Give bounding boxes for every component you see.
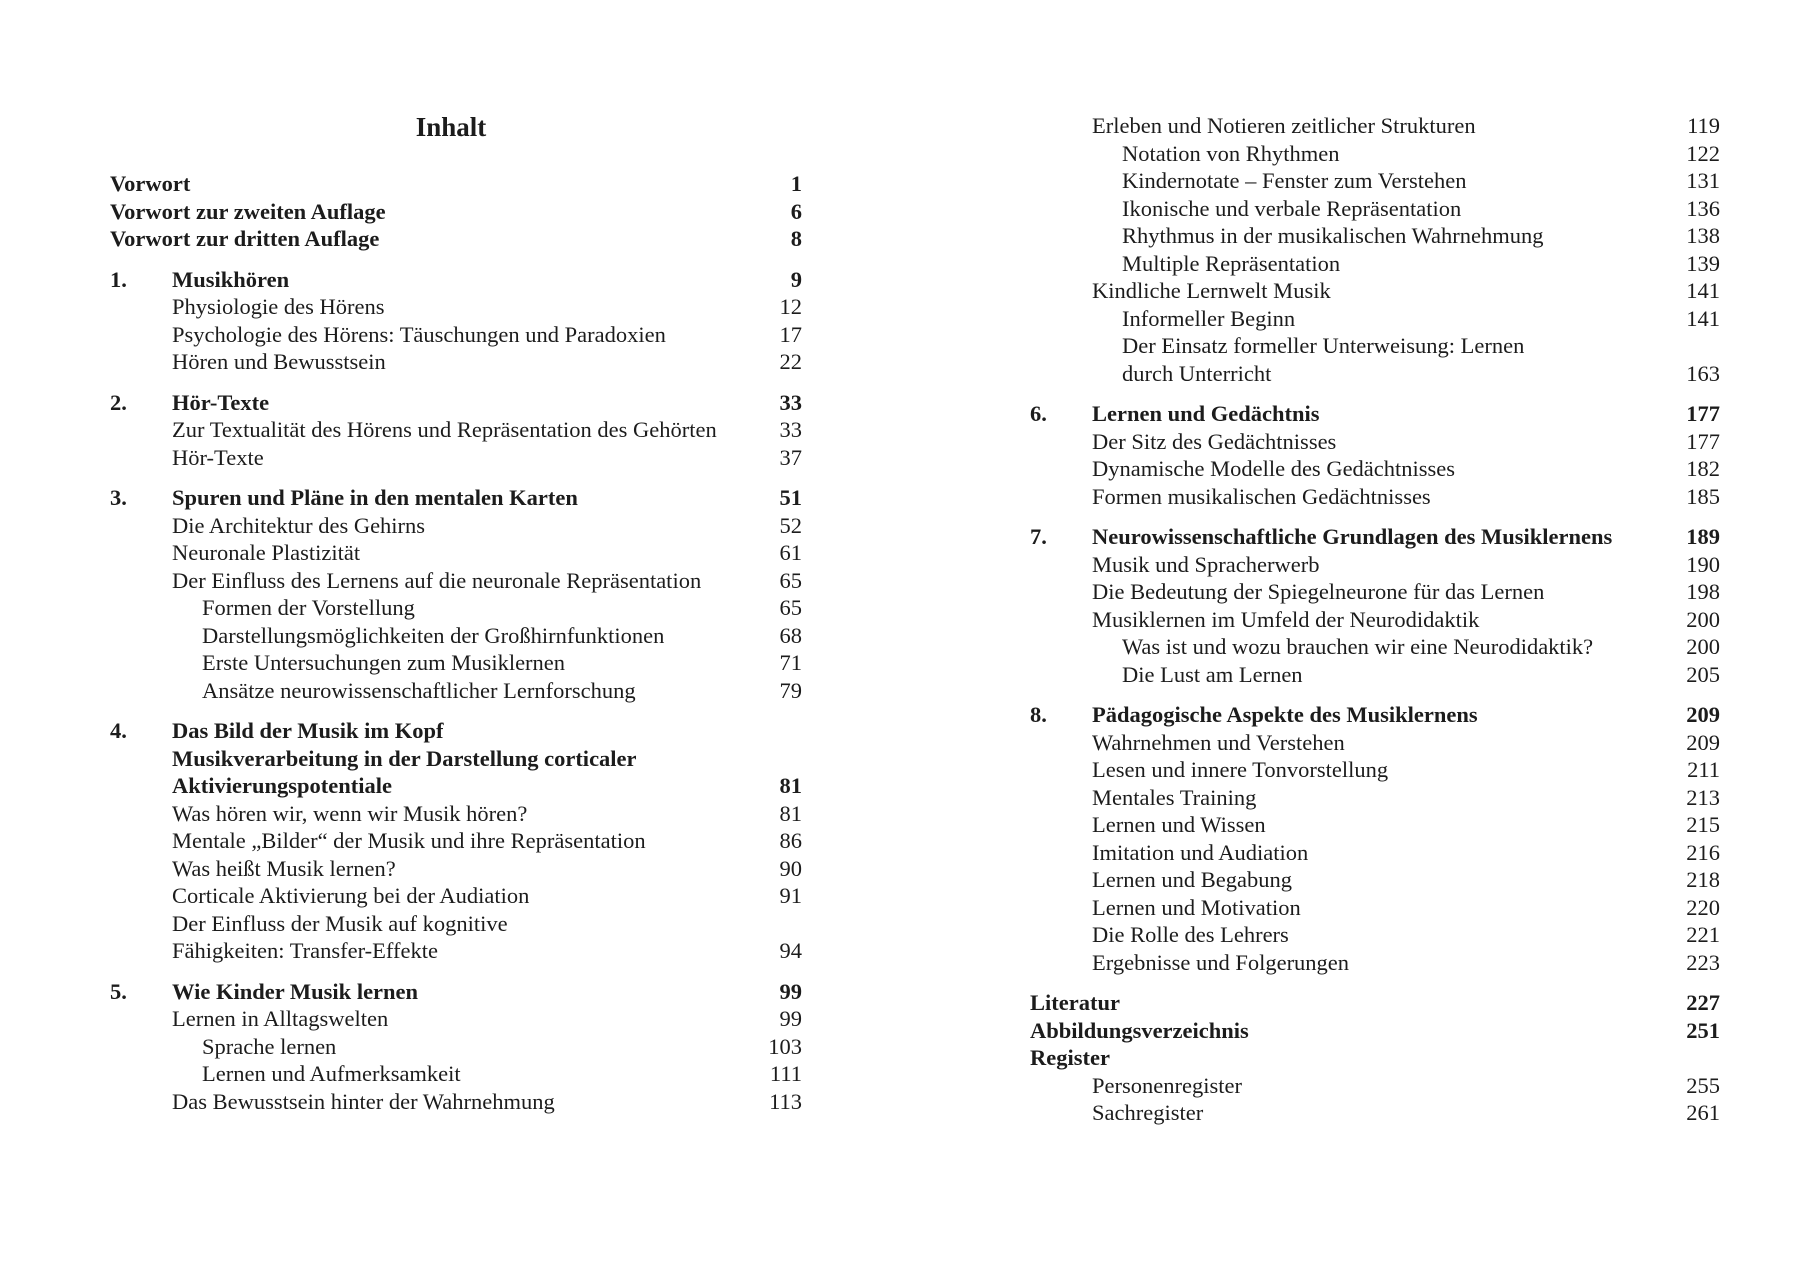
toc-entry (110, 622, 802, 650)
toc-entry (110, 539, 802, 567)
entry-title: Hör-Texte (172, 444, 264, 470)
page-number: 122 (1686, 140, 1720, 166)
page-number: 209 (1686, 702, 1720, 727)
toc-entry (1030, 305, 1720, 333)
entry-title: Rhythmus in der musikalischen Wahrnehmung (1122, 223, 1544, 248)
toc-entry (110, 416, 802, 444)
entry-title: Imitation und Audiation (1092, 839, 1309, 865)
page-number: 220 (1686, 894, 1720, 920)
toc-entry (1030, 250, 1720, 278)
entry-title: Der Sitz des Gedächtnisses (1092, 428, 1337, 454)
page-number: 209 (1686, 729, 1720, 755)
toc-entry (110, 1088, 802, 1116)
toc-entry (1030, 523, 1720, 551)
entry-title: Die Bedeutung der Spiegelneurone für das Lernen (1092, 579, 1545, 604)
page-number: 8 (790, 226, 802, 251)
entry-title: Vorwort zur zweiten Auflage (110, 198, 386, 224)
toc-entry (1030, 140, 1720, 168)
toc-entry (110, 389, 802, 417)
entry-title: Personenregister (1092, 1072, 1242, 1098)
toc-entry (1030, 949, 1720, 977)
toc-entry (110, 937, 802, 965)
entry-title: Musikhören (172, 266, 290, 292)
toc-entry (110, 649, 802, 677)
toc-entry (1030, 167, 1720, 195)
toc-entry (110, 1060, 802, 1088)
toc-entry (1030, 222, 1720, 250)
page-number: 261 (1686, 1100, 1720, 1125)
page-number: 113 (769, 1088, 802, 1114)
entry-title: Die Rolle des Lehrers (1092, 922, 1289, 947)
toc-entry (1030, 894, 1720, 922)
toc-entry (110, 677, 802, 705)
entry-title: Lernen und Aufmerksamkeit (202, 1061, 461, 1086)
entry-title: Physiologie des Hörens (172, 294, 385, 319)
entry-title: Ansätze neurowissenschaftlicher Lernforschung (202, 677, 636, 703)
page-number: 141 (1686, 278, 1720, 303)
chapter-number: 7. (1030, 524, 1047, 549)
entry-title: Formen musikalischen Gedächtnisses (1092, 483, 1431, 509)
chapter-number: 8. (1030, 702, 1047, 727)
entry-title: Multiple Repräsentation (1122, 250, 1341, 276)
page-number: 37 (779, 444, 802, 470)
toc-entry (1030, 839, 1720, 867)
page-number: 12 (779, 294, 802, 319)
toc-entry (1030, 360, 1720, 388)
entry-title: Pädagogische Aspekte des Musiklernens (1092, 702, 1478, 727)
toc-entry (1030, 866, 1720, 894)
entry-title: Lesen und innere Tonvorstellung (1092, 757, 1389, 782)
page-title: Inhalt (415, 112, 487, 142)
page-number: 119 (1687, 113, 1720, 138)
page-number: 213 (1686, 784, 1720, 810)
page-number: 138 (1686, 223, 1720, 248)
toc-entry (110, 978, 802, 1006)
entry-title: Musikverarbeitung in der Darstellung corticaler (172, 745, 637, 771)
entry-title: Vorwort zur dritten Auflage (110, 226, 380, 251)
toc-entry (110, 594, 802, 622)
toc-entry (1030, 277, 1720, 305)
page-number: 215 (1686, 812, 1720, 837)
page-number: 255 (1686, 1072, 1720, 1098)
page-number: 111 (769, 1061, 802, 1086)
toc-entry (110, 567, 802, 595)
toc-entry (1030, 661, 1720, 689)
page-number: 163 (1686, 360, 1720, 386)
toc-right-column (1030, 112, 1720, 1127)
page-number: 71 (779, 650, 802, 675)
toc-entry (110, 827, 802, 855)
entry-title: Was hören wir, wenn wir Musik hören? (172, 800, 528, 826)
page-number: 79 (779, 677, 802, 703)
entry-title: Literatur (1030, 990, 1120, 1015)
toc-entry (1030, 784, 1720, 812)
toc-entry (1030, 1072, 1720, 1100)
toc-entry (110, 800, 802, 828)
entry-title: Wie Kinder Musik lernen (172, 978, 419, 1004)
page-number: 68 (779, 622, 802, 648)
entry-title: Ikonische und verbale Repräsentation (1122, 195, 1462, 221)
toc-entry (1030, 483, 1720, 511)
toc-entry (110, 198, 802, 226)
entry-title: Fähigkeiten: Transfer-Effekte (172, 938, 438, 963)
toc-entry (1030, 921, 1720, 949)
toc-entry (110, 170, 802, 198)
page-number: 218 (1686, 867, 1720, 892)
toc-entry (110, 882, 802, 910)
toc-entry (110, 293, 802, 321)
toc-entry (1030, 701, 1720, 729)
toc-entry (110, 484, 802, 512)
entry-title: Das Bild der Musik im Kopf (172, 718, 444, 743)
toc-entry (110, 772, 802, 800)
page-number: 177 (1686, 401, 1720, 426)
entry-title: Das Bewusstsein hinter der Wahrnehmung (172, 1088, 555, 1114)
page-number: 9 (790, 266, 802, 292)
page-number: 221 (1686, 922, 1720, 947)
page-number: 17 (779, 321, 802, 347)
page-number: 131 (1686, 168, 1720, 193)
page-number: 86 (779, 828, 802, 853)
entry-title: Abbildungsverzeichnis (1030, 1017, 1249, 1043)
page-number: 185 (1686, 483, 1720, 509)
entry-title: Hören und Bewusstsein (172, 349, 386, 374)
entry-title: Sprache lernen (202, 1033, 337, 1059)
entry-title: Die Architektur des Gehirns (172, 512, 426, 538)
entry-title: Vorwort (110, 171, 191, 196)
page-number: 139 (1686, 250, 1720, 276)
page-number: 190 (1686, 551, 1720, 577)
chapter-number: 2. (110, 389, 127, 415)
entry-title: Lernen und Motivation (1092, 894, 1301, 920)
entry-title: Darstellungsmöglichkeiten der Großhirnfunktionen (202, 622, 665, 648)
toc-entry (1030, 756, 1720, 784)
page-number: 33 (779, 417, 802, 442)
toc-entry (1030, 1044, 1720, 1072)
toc-entry (1030, 400, 1720, 428)
toc-left-column (110, 170, 802, 1115)
chapter-number: 3. (110, 485, 127, 510)
toc-entry (1030, 989, 1720, 1017)
toc-entry (110, 855, 802, 883)
page-number: 227 (1686, 990, 1720, 1015)
page-number: 51 (779, 485, 802, 510)
entry-title: Kindliche Lernwelt Musik (1092, 278, 1331, 303)
page-number: 136 (1686, 195, 1720, 221)
toc-entry (110, 717, 802, 745)
entry-title: Neurowissenschaftliche Grundlagen des Musiklernens (1092, 524, 1613, 549)
entry-title: Zur Textualität des Hörens und Repräsentation des Gehörten (172, 417, 717, 442)
entry-title: durch Unterricht (1122, 360, 1272, 386)
chapter-number: 4. (110, 718, 127, 743)
page-number: 103 (768, 1033, 802, 1059)
page-number: 61 (779, 540, 802, 565)
entry-title: Neuronale Plastizität (172, 540, 361, 565)
toc-entry (1030, 633, 1720, 661)
page-number: 65 (779, 595, 802, 620)
entry-title: Musiklernen im Umfeld der Neurodidaktik (1092, 606, 1480, 632)
page-number: 177 (1686, 428, 1720, 454)
toc-entry (110, 1005, 802, 1033)
toc-entry (110, 225, 802, 253)
page-number: 91 (779, 883, 802, 908)
chapter-number: 6. (1030, 401, 1047, 426)
page-number: 223 (1686, 949, 1720, 975)
entry-title: Mentales Training (1092, 784, 1257, 810)
page-number: 6 (790, 198, 802, 224)
entry-title: Psychologie des Hörens: Täuschungen und Paradoxien (172, 321, 666, 347)
entry-title: Der Einsatz formeller Unterweisung: Lernen (1122, 333, 1525, 358)
entry-title: Sachregister (1092, 1100, 1204, 1125)
entry-title: Lernen und Begabung (1092, 867, 1292, 892)
page-number: 99 (779, 1006, 802, 1031)
page-number: 94 (779, 938, 802, 963)
page-number: 182 (1686, 456, 1720, 481)
toc-entry (1030, 606, 1720, 634)
toc-entry (110, 745, 802, 773)
entry-title: Lernen und Wissen (1092, 812, 1266, 837)
toc-entry (110, 444, 802, 472)
entry-title: Kindernotate – Fenster zum Verstehen (1122, 168, 1467, 193)
page-number: 1 (790, 171, 802, 196)
toc-entry (1030, 811, 1720, 839)
toc-entry (110, 266, 802, 294)
toc-entry (1030, 428, 1720, 456)
toc-entry (1030, 578, 1720, 606)
page-number: 52 (779, 512, 802, 538)
page-number: 211 (1687, 757, 1720, 782)
toc-entry (1030, 195, 1720, 223)
toc-entry (1030, 1099, 1720, 1127)
entry-title: Register (1030, 1045, 1110, 1070)
page-number: 81 (779, 773, 802, 798)
page-number: 216 (1686, 839, 1720, 865)
entry-title: Erleben und Notieren zeitlicher Strukturen (1092, 113, 1476, 138)
entry-title: Wahrnehmen und Verstehen (1092, 729, 1345, 755)
page-number: 99 (779, 978, 802, 1004)
page-number: 90 (779, 855, 802, 881)
page-number: 200 (1686, 634, 1720, 659)
toc-entry (110, 910, 802, 938)
entry-title: Formen der Vorstellung (202, 595, 415, 620)
page-number: 189 (1686, 524, 1720, 549)
page-number: 33 (779, 389, 802, 415)
entry-title: Spuren und Pläne in den mentalen Karten (172, 485, 578, 510)
toc-entry (110, 1033, 802, 1061)
entry-title: Mentale „Bilder“ der Musik und ihre Repräsentation (172, 828, 646, 853)
entry-title: Erste Untersuchungen zum Musiklernen (202, 650, 566, 675)
page-number: 81 (779, 800, 802, 826)
chapter-number: 1. (110, 266, 127, 292)
page-number: 200 (1686, 606, 1720, 632)
toc-entry (110, 348, 802, 376)
toc-entry (110, 512, 802, 540)
entry-title: Lernen und Gedächtnis (1092, 401, 1320, 426)
entry-title: Was heißt Musik lernen? (172, 855, 396, 881)
page-number: 22 (779, 349, 802, 374)
toc-entry (1030, 551, 1720, 579)
entry-title: Die Lust am Lernen (1122, 661, 1303, 687)
toc-entry (110, 321, 802, 349)
entry-title: Der Einfluss der Musik auf kognitive (172, 910, 508, 936)
entry-title: Notation von Rhythmen (1122, 140, 1340, 166)
page-number: 205 (1686, 661, 1720, 687)
toc-entry (1030, 729, 1720, 757)
toc-entry (1030, 455, 1720, 483)
page-number: 251 (1686, 1017, 1720, 1043)
toc-entry (1030, 332, 1720, 360)
entry-title: Der Einfluss des Lernens auf die neuronale Repräsentation (172, 567, 702, 593)
entry-title: Hör-Texte (172, 389, 270, 415)
toc-entry (1030, 112, 1720, 140)
entry-title: Dynamische Modelle des Gedächtnisses (1092, 456, 1456, 481)
page-number: 65 (779, 567, 802, 593)
page-number: 141 (1686, 305, 1720, 331)
entry-title: Aktivierungspotentiale (172, 773, 393, 798)
entry-title: Musik und Spracherwerb (1092, 551, 1320, 577)
entry-title: Ergebnisse und Folgerungen (1092, 949, 1350, 975)
entry-title: Lernen in Alltagswelten (172, 1006, 389, 1031)
page-number: 198 (1686, 579, 1720, 604)
entry-title: Informeller Beginn (1122, 305, 1296, 331)
entry-title: Corticale Aktivierung bei der Audiation (172, 883, 530, 908)
entry-title: Was ist und wozu brauchen wir eine Neurodidaktik? (1122, 634, 1594, 659)
chapter-number: 5. (110, 978, 127, 1004)
toc-entry (1030, 1017, 1720, 1045)
